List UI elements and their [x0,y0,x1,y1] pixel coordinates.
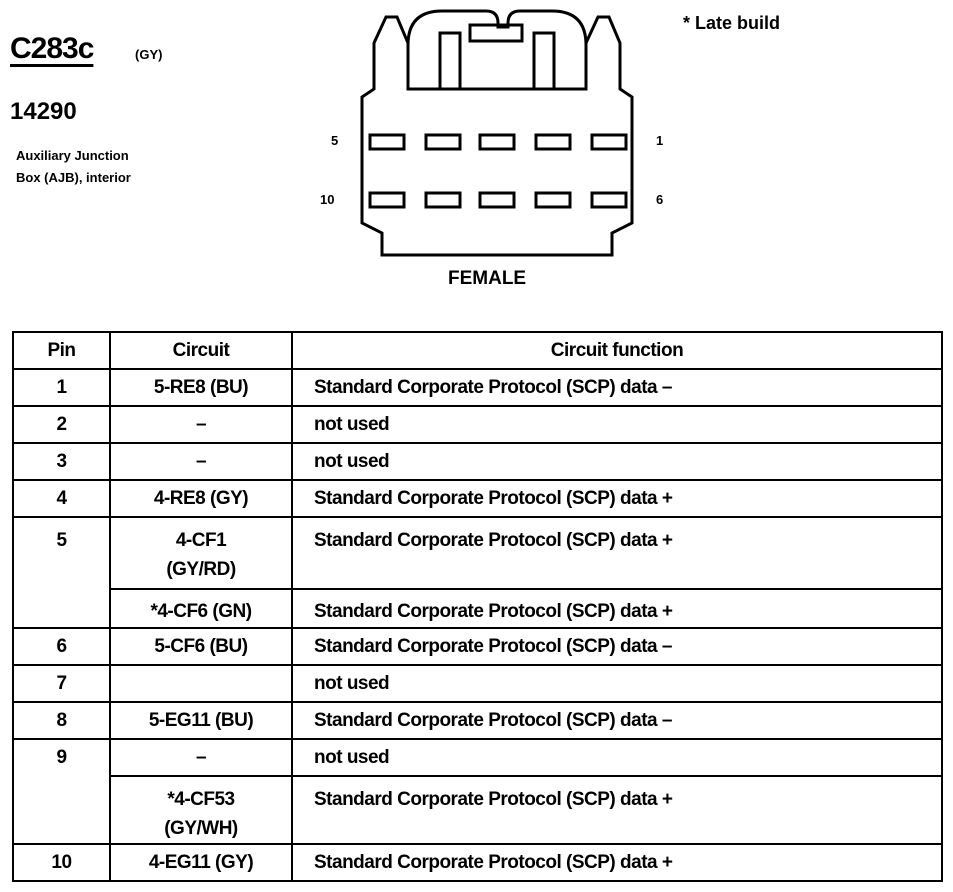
circuit-cell [110,665,292,702]
pin-cell: 10 [13,844,110,881]
latch-outline [408,11,586,89]
circuit-cell: 4-EG11 (GY) [110,844,292,881]
function-cell: Standard Corporate Protocol (SCP) data – [292,702,942,739]
pin-cell: 8 [13,702,110,739]
circuit-cell: 5-RE8 (BU) [110,369,292,406]
connector-id: C283c [10,32,94,65]
pin-cavity [536,135,570,149]
pin-cell: 9 [13,739,110,776]
circuit-line: (GY/WH) [164,818,238,839]
pin-cell: 6 [13,628,110,665]
table-row [13,739,942,776]
function-cell: Standard Corporate Protocol (SCP) data + [292,589,942,628]
latch-rib-left [440,33,460,89]
connector-description-line1: Auxiliary Junction [16,148,129,163]
pin-label-bottom-right: 6 [656,192,664,207]
function-cell: Standard Corporate Protocol (SCP) data – [292,628,942,665]
function-cell: not used [292,406,942,443]
latch-lock [470,25,522,41]
pin-cell: 1 [13,369,110,406]
circuit-line: *4-CF53 [167,789,235,810]
circuit-cell: 5-CF6 (BU) [110,628,292,665]
pin-cavity [426,135,460,149]
function-cell: Standard Corporate Protocol (SCP) data + [292,517,942,589]
circuit-cell: *4-CF6 (GN) [110,589,292,628]
connector-description-line2: Box (AJB), interior [16,170,131,185]
connector-color: (GY) [135,47,163,62]
circuit-cell [110,517,292,589]
table-row [13,443,942,480]
header-circuit: Circuit [110,332,292,369]
pin-cavity [480,135,514,149]
pin-cell: 2 [13,406,110,443]
latch-rib-right [534,33,554,89]
table-row [13,844,942,881]
table-row [13,517,942,589]
circuit-cell [110,776,292,844]
table-row [13,665,942,702]
circuit-cell: – [110,739,292,776]
circuit-cell: – [110,406,292,443]
pin-cavity [370,135,404,149]
table-row [13,369,942,406]
pin-cell: 3 [13,443,110,480]
pinout-table [12,331,943,882]
header-pin: Pin [13,332,110,369]
function-cell: not used [292,665,942,702]
connector-face-diagram [340,5,660,267]
circuit-line: 4-CF1 [175,530,227,551]
gender-label: FEMALE [448,268,527,289]
circuit-cell: – [110,443,292,480]
circuit-cell: 4-RE8 (GY) [110,480,292,517]
pin-label-bottom-left: 10 [320,192,335,207]
pin-cell: 7 [13,665,110,702]
function-cell: not used [292,739,942,776]
circuit-line: (GY/RD) [166,559,236,580]
pin-cavity [480,193,514,207]
table-row [13,406,942,443]
pin-label-top-right: 1 [656,133,664,148]
header-circuit-function: Circuit function [292,332,942,369]
pin-cavity [370,193,404,207]
function-cell: Standard Corporate Protocol (SCP) data – [292,369,942,406]
pin-cavity [592,135,626,149]
pin-cell: 4 [13,480,110,517]
table-row [13,776,942,844]
function-cell: not used [292,443,942,480]
table-row [13,480,942,517]
pin-cell: 5 [13,517,110,589]
table-row [13,702,942,739]
table-row [13,628,942,665]
function-cell: Standard Corporate Protocol (SCP) data + [292,844,942,881]
circuit-cell: 5-EG11 (BU) [110,702,292,739]
pin-label-top-left: 5 [331,133,339,148]
function-cell: Standard Corporate Protocol (SCP) data + [292,776,942,844]
late-build-note: * Late build [683,13,781,33]
part-number: 14290 [10,98,77,125]
table-row [13,589,942,628]
function-cell: Standard Corporate Protocol (SCP) data + [292,480,942,517]
table-header-row [13,332,942,369]
pin-cell [13,589,110,628]
pin-cavity [426,193,460,207]
pin-cavity [592,193,626,207]
pin-cell [13,776,110,844]
pin-cavity [536,193,570,207]
